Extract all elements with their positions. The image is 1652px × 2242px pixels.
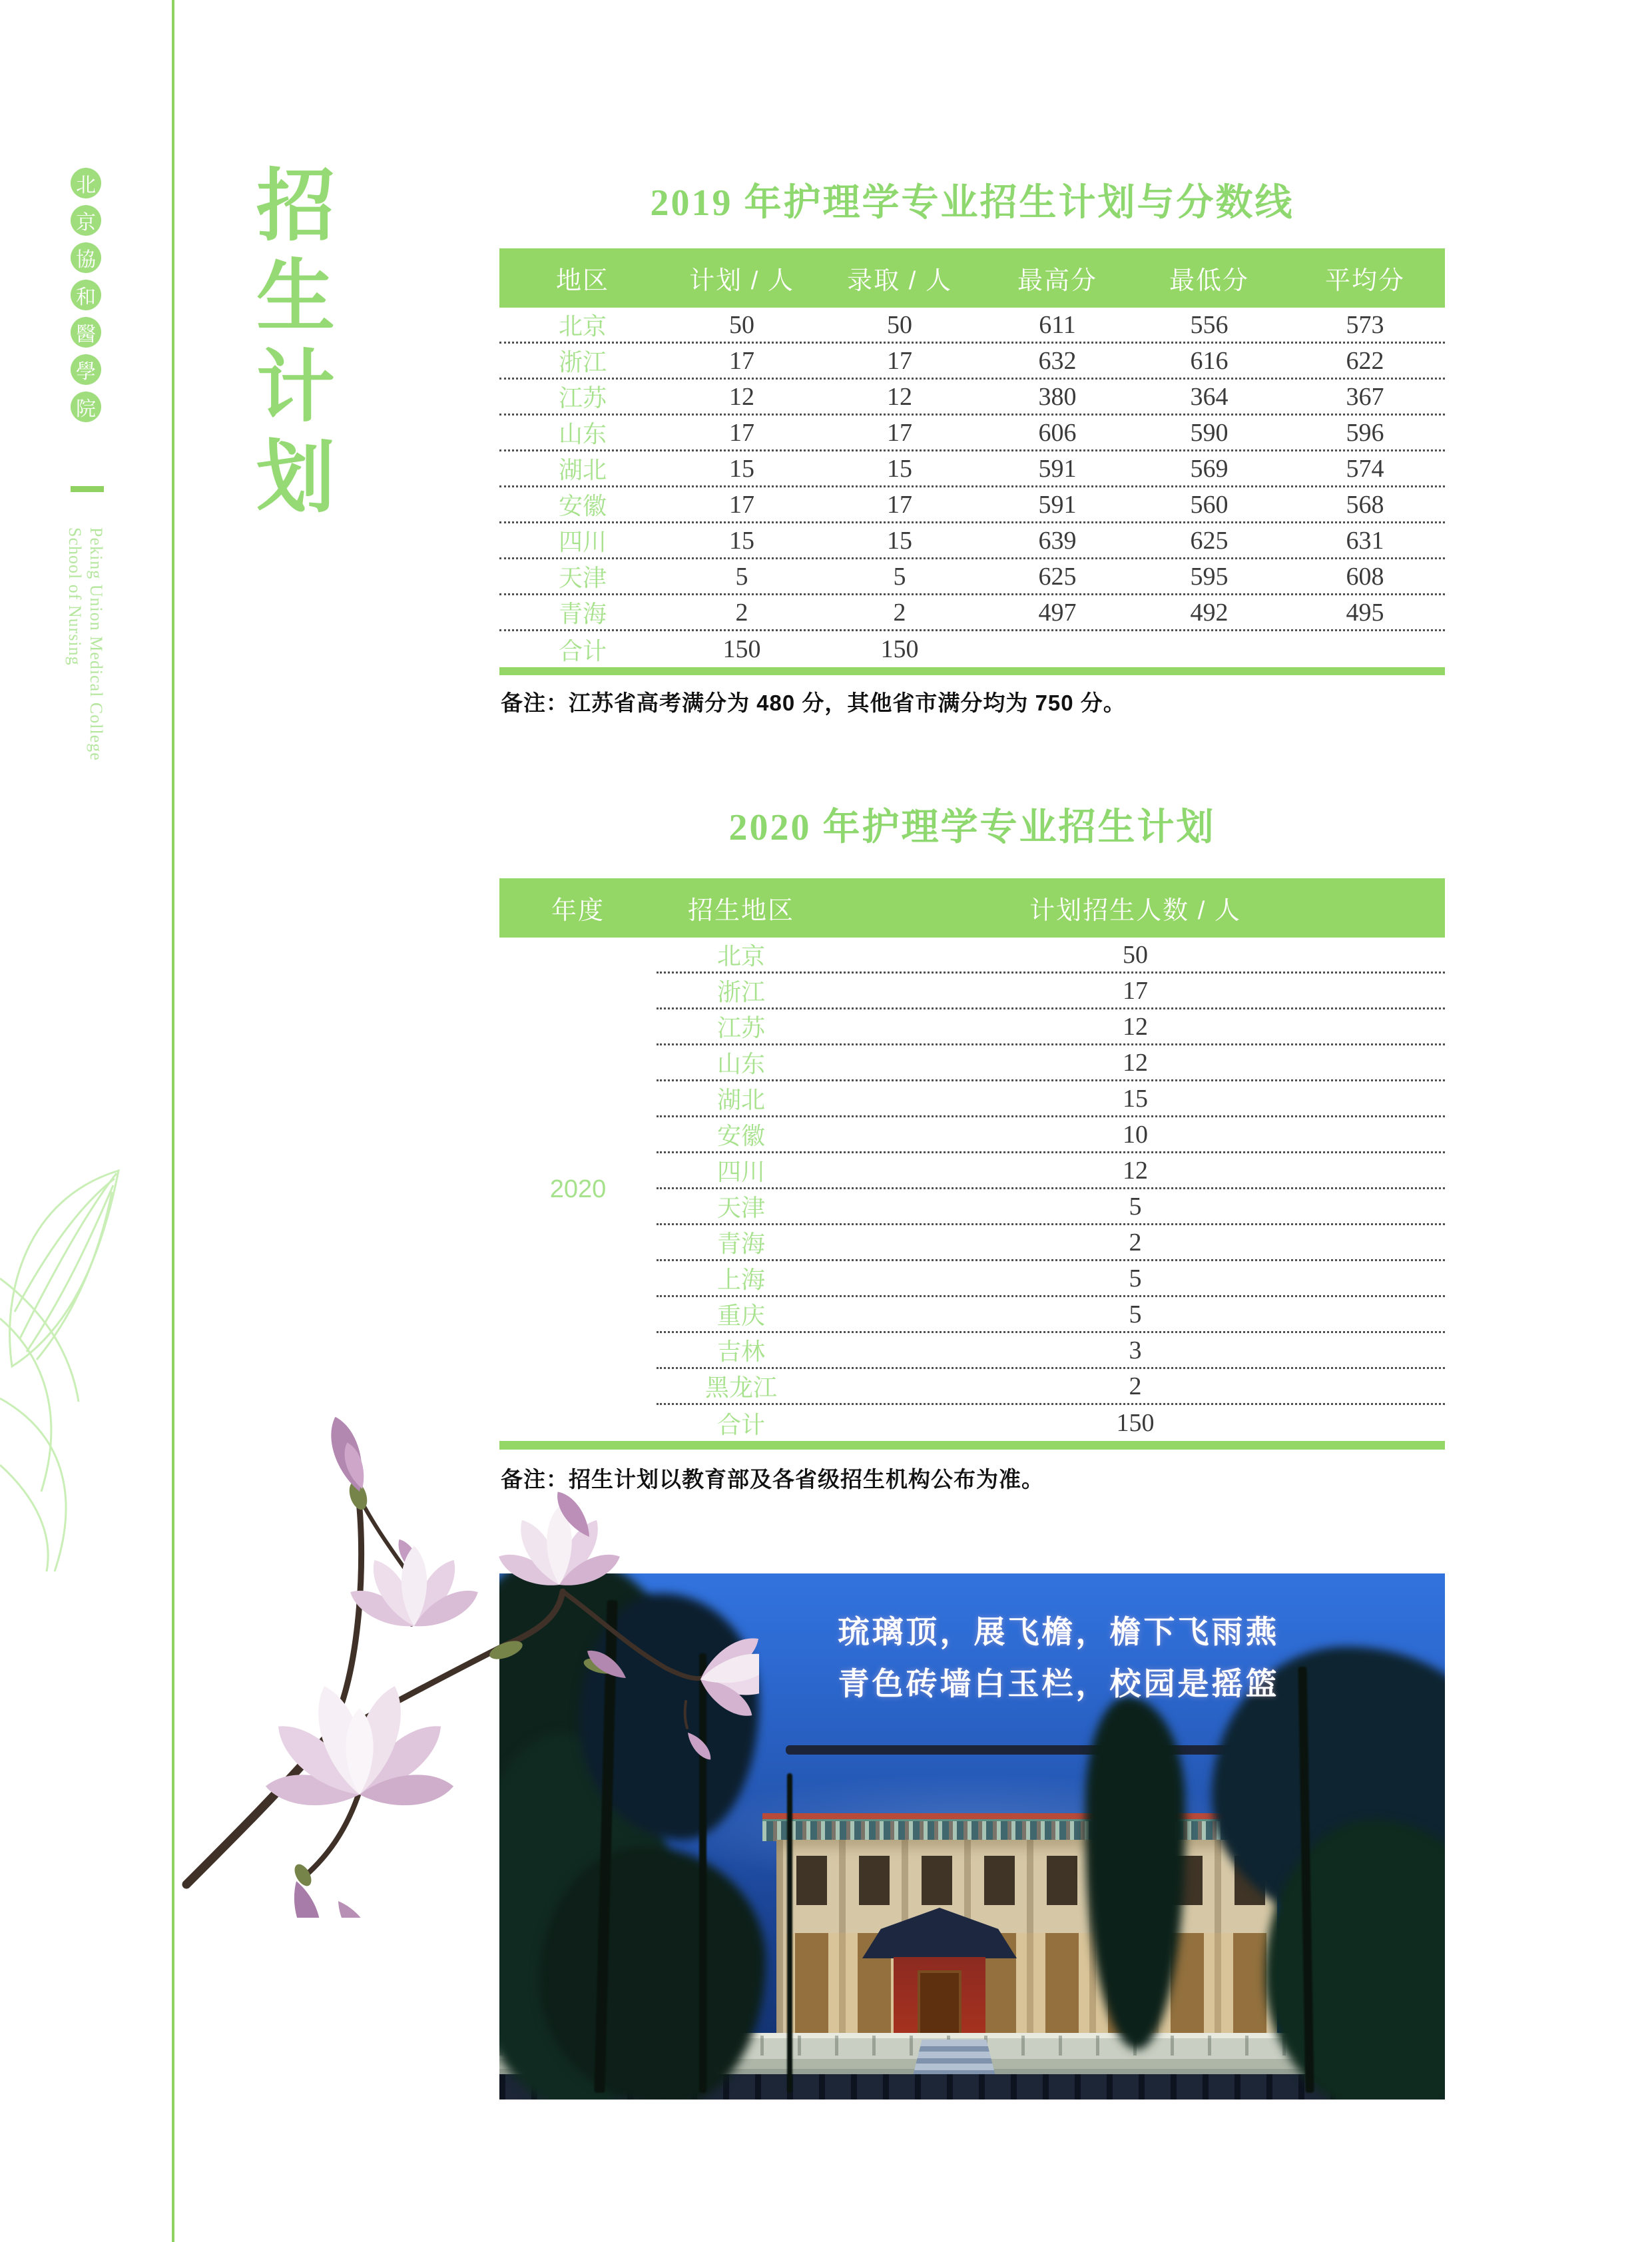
- count-cell: 5: [1129, 1192, 1142, 1221]
- tree-trunk: [787, 1773, 792, 2093]
- school-name-line2: School of Nursing: [65, 527, 85, 666]
- count-cell: 2: [1129, 1372, 1142, 1400]
- col-header-highest: 最高分: [1017, 267, 1097, 295]
- school-name-english: [64, 527, 107, 807]
- seal-character: 醫: [76, 324, 96, 346]
- region-cell: 青海: [558, 600, 607, 627]
- lowest-cell: 595: [1190, 562, 1229, 591]
- average-cell: 367: [1346, 382, 1384, 411]
- region-cell: 黑龙江: [704, 1374, 777, 1401]
- table-row: [499, 308, 1445, 344]
- highest-cell: 611: [1039, 310, 1076, 339]
- title-char: 生: [244, 254, 332, 345]
- lowest-cell: 569: [1190, 454, 1229, 483]
- admitted-cell: 50: [887, 310, 912, 339]
- col-header-year: 年度: [551, 897, 605, 925]
- table-row: [657, 1117, 1445, 1153]
- building-roof-ridge: [786, 1745, 1252, 1755]
- region-cell: 吉林: [716, 1338, 765, 1365]
- col-header-planned-count: 计划招生人数 / 人: [1029, 897, 1241, 925]
- seal-character: 京: [76, 212, 96, 234]
- table-total-row: [499, 631, 1445, 667]
- building-window-glow: [786, 1933, 1268, 2034]
- lowest-cell: 556: [1190, 310, 1229, 339]
- admitted-cell: 17: [887, 490, 912, 519]
- page-title-vertical: [241, 164, 334, 526]
- lowest-cell: 616: [1190, 346, 1229, 375]
- count-cell: 12: [1123, 1156, 1148, 1185]
- lowest-cell: 560: [1190, 490, 1229, 519]
- table-row: [499, 344, 1445, 380]
- col-header-region: 招生地区: [687, 897, 794, 925]
- photo-caption-line2: 青色砖墙白玉栏，校园是摇篮: [838, 1667, 1280, 1702]
- table-row: [657, 1189, 1445, 1225]
- region-cell: 山东: [558, 420, 607, 447]
- average-cell: 622: [1346, 346, 1384, 375]
- table1-note: 备注：江苏省高考满分为 480 分，其他省市满分均为 750 分。: [501, 691, 1126, 715]
- table-row: [657, 1369, 1445, 1405]
- admitted-cell: 2: [893, 598, 906, 627]
- col-header-lowest: 最低分: [1169, 267, 1249, 295]
- seal-character: 北: [76, 174, 96, 196]
- lowest-cell: 625: [1190, 526, 1229, 555]
- building-eave-pattern: [762, 1821, 1287, 1841]
- average-cell: 608: [1346, 562, 1384, 591]
- table-row: [657, 974, 1445, 1009]
- table-row: [499, 595, 1445, 631]
- highest-cell: 380: [1038, 382, 1077, 411]
- table-row: [499, 559, 1445, 595]
- seal-character: 學: [76, 361, 96, 383]
- count-cell: 12: [1123, 1048, 1148, 1077]
- region-cell: 安徽: [558, 492, 607, 519]
- title-char: 招: [244, 164, 332, 254]
- table2-rows: [657, 938, 1445, 1441]
- count-cell: 2: [1129, 1228, 1142, 1257]
- seal-character-icon: [71, 392, 101, 422]
- count-cell: 50: [1123, 940, 1148, 969]
- table-row: [657, 1153, 1445, 1189]
- table1-header-row: [499, 248, 1445, 308]
- table-row: [657, 1045, 1445, 1081]
- table-row: [657, 1261, 1445, 1297]
- plan-cell: 50: [729, 310, 754, 339]
- table-row: [657, 1225, 1445, 1261]
- count-cell: 12: [1123, 1012, 1148, 1041]
- average-cell: 631: [1346, 526, 1384, 555]
- entrance-wooden-door: [918, 1970, 962, 2041]
- plan-cell: 150: [722, 635, 761, 663]
- region-cell: 天津: [558, 564, 607, 591]
- region-cell: 合计: [558, 637, 607, 665]
- table-row: [657, 1081, 1445, 1117]
- count-cell: 17: [1123, 976, 1148, 1005]
- region-cell: 湖北: [558, 456, 607, 483]
- table-row: [499, 523, 1445, 559]
- region-cell: 上海: [716, 1266, 765, 1293]
- magnolia-illustration: [160, 1365, 759, 1918]
- table-row: [499, 416, 1445, 451]
- highest-cell: 606: [1038, 418, 1077, 447]
- table-row: [499, 451, 1445, 487]
- table-2020-plan: [499, 878, 1445, 1450]
- seal-character-icon: [71, 317, 101, 348]
- admitted-cell: 15: [887, 454, 912, 483]
- region-cell: 浙江: [558, 348, 607, 376]
- table-row: [657, 938, 1445, 974]
- school-name-line1: Peking Union Medical College: [87, 527, 106, 761]
- plan-cell: 17: [729, 490, 754, 519]
- admitted-cell: 17: [887, 346, 912, 375]
- title-char: 划: [244, 435, 332, 526]
- sidebar-dash: [71, 486, 104, 492]
- count-cell: 5: [1129, 1264, 1142, 1292]
- region-cell: 北京: [558, 312, 607, 340]
- plan-cell: 2: [735, 598, 748, 627]
- building-upper-windows: [786, 1856, 1268, 1905]
- school-seal-column: [71, 168, 103, 429]
- leaf-outline-decoration: [0, 1119, 173, 1571]
- table-row: [657, 1009, 1445, 1045]
- admitted-cell: 5: [893, 562, 906, 591]
- table-row: [657, 1297, 1445, 1333]
- seal-character-icon: [71, 205, 101, 236]
- count-cell: 150: [1116, 1409, 1155, 1437]
- seal-character-icon: [71, 280, 101, 310]
- plan-cell: 15: [729, 454, 754, 483]
- region-cell: 北京: [716, 942, 765, 970]
- year-cell: 2020: [549, 1175, 607, 1203]
- table-row: [499, 487, 1445, 523]
- seal-character: 協: [76, 249, 96, 271]
- table-total-row: [657, 1405, 1445, 1441]
- region-cell: 江苏: [558, 384, 607, 412]
- seal-character: 院: [76, 398, 96, 420]
- col-header-admitted: 录取 / 人: [847, 267, 952, 295]
- seal-character-icon: [71, 168, 101, 198]
- seal-character-icon: [71, 242, 101, 273]
- region-cell: 青海: [716, 1230, 765, 1257]
- table-row: [499, 380, 1445, 416]
- plan-cell: 15: [729, 526, 754, 555]
- count-cell: 10: [1123, 1120, 1148, 1149]
- table1-bottom-bar: [499, 667, 1445, 675]
- seal-character: 和: [76, 286, 96, 308]
- lowest-cell: 590: [1190, 418, 1229, 447]
- region-cell: 浙江: [716, 978, 765, 1005]
- lowest-cell: 364: [1190, 382, 1229, 411]
- count-cell: 3: [1129, 1336, 1142, 1364]
- highest-cell: 591: [1038, 490, 1077, 519]
- table2-header-row: [499, 878, 1445, 938]
- plan-cell: 17: [729, 346, 754, 375]
- count-cell: 15: [1123, 1084, 1148, 1113]
- table2-note: 备注：招生计划以教育部及各省级招生机构公布为准。: [501, 1467, 1044, 1492]
- admitted-cell: 150: [880, 635, 919, 663]
- region-cell: 安徽: [716, 1122, 765, 1149]
- average-cell: 573: [1346, 310, 1384, 339]
- average-cell: 495: [1346, 598, 1384, 627]
- region-cell: 四川: [716, 1158, 765, 1185]
- plan-cell: 17: [729, 418, 754, 447]
- plan-cell: 5: [735, 562, 748, 591]
- average-cell: 574: [1346, 454, 1384, 483]
- table-row: [657, 1333, 1445, 1369]
- lowest-cell: 492: [1190, 598, 1229, 627]
- highest-cell: 639: [1038, 526, 1077, 555]
- col-header-region: 地区: [555, 267, 609, 295]
- region-cell: 四川: [558, 528, 607, 555]
- region-cell: 重庆: [716, 1302, 765, 1329]
- photo-caption: [699, 1607, 1418, 1711]
- highest-cell: 632: [1038, 346, 1077, 375]
- seal-character-icon: [71, 354, 101, 385]
- region-cell: 山东: [716, 1050, 765, 1077]
- region-cell: 江苏: [716, 1014, 765, 1041]
- region-cell: 湖北: [716, 1086, 765, 1113]
- admitted-cell: 17: [887, 418, 912, 447]
- average-cell: 596: [1346, 418, 1384, 447]
- col-header-average: 平均分: [1324, 267, 1405, 295]
- table2-title: 2020 年护理学专业招生计划: [728, 807, 1216, 848]
- plan-cell: 12: [729, 382, 754, 411]
- highest-cell: 591: [1038, 454, 1077, 483]
- photo-caption-line1: 琉璃顶，展飞檐，檐下飞雨燕: [838, 1615, 1280, 1650]
- highest-cell: 625: [1038, 562, 1077, 591]
- region-cell: 合计: [716, 1410, 765, 1438]
- region-cell: 天津: [716, 1194, 765, 1221]
- table1-title: 2019 年护理学专业招生计划与分数线: [650, 182, 1294, 224]
- title-char: 计: [244, 345, 332, 435]
- table-2019-plan-scores: [499, 248, 1445, 675]
- highest-cell: 497: [1038, 598, 1077, 627]
- count-cell: 5: [1129, 1300, 1142, 1328]
- col-header-plan: 计划 / 人: [689, 267, 794, 295]
- average-cell: 568: [1346, 490, 1384, 519]
- admitted-cell: 12: [887, 382, 912, 411]
- admitted-cell: 15: [887, 526, 912, 555]
